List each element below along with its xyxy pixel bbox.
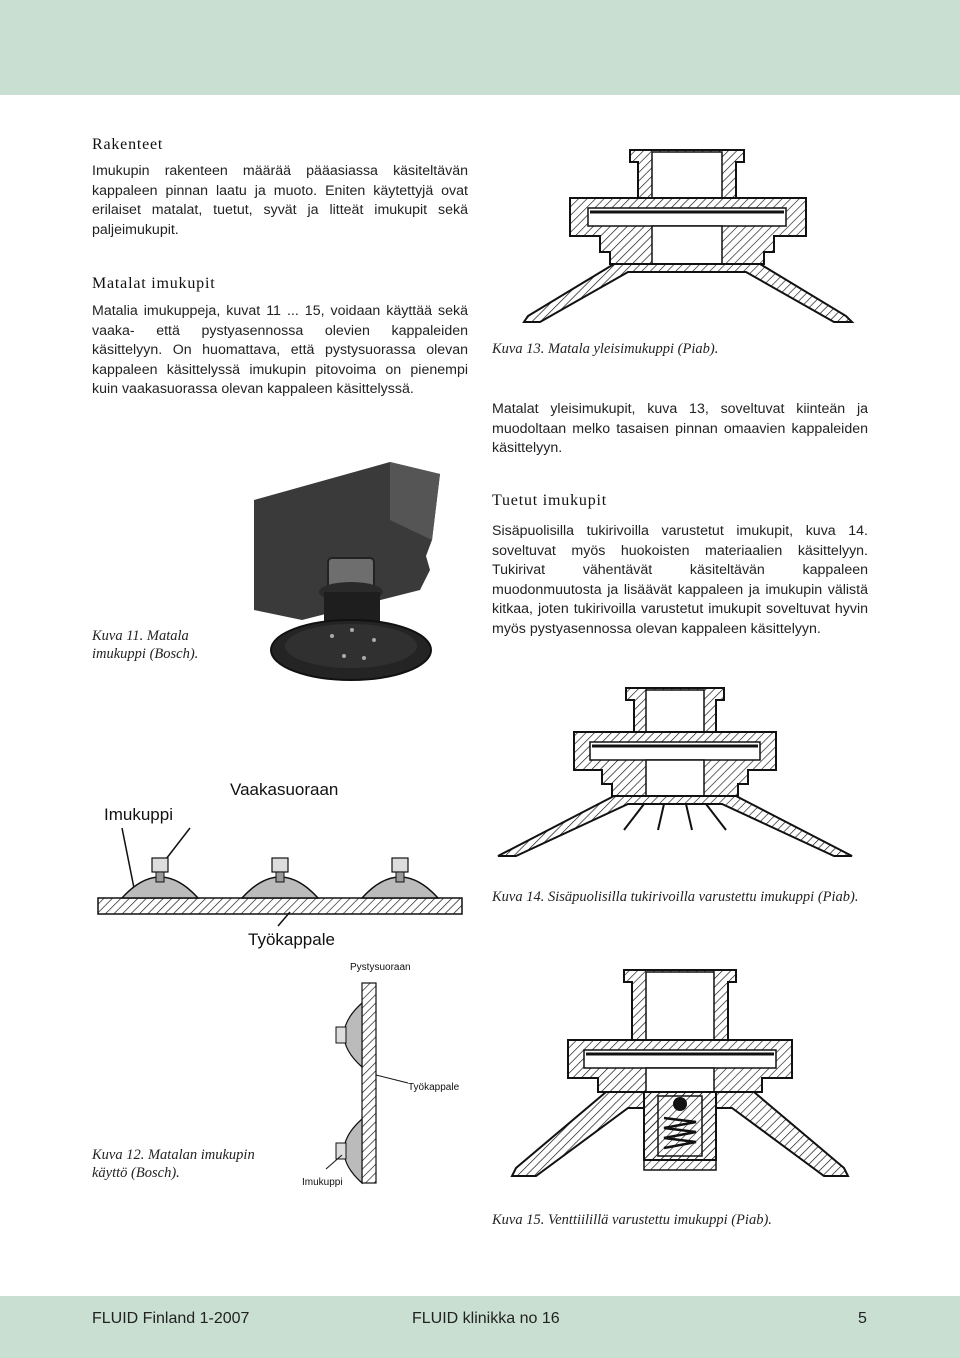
label-vaakasuoraan: Vaakasuoraan [230,780,339,799]
figure-kuva14 [494,680,856,870]
label-imukuppi-small: Imukuppi [302,1177,343,1188]
text-kuva13: Matalat yleisimukupit, kuva 13, soveltuvat kiinteän ja muodoltaan melko tasaisen pinnan omaavien kappaleiden käsittelyyn. [492,401,868,456]
caption-kuva14: Kuva 14. Sisäpuolisilla tukirivoilla varustettu imukuppi (Piab). [492,889,859,905]
figure-kuva12-vertical [296,955,468,1195]
heading-rakenteet: Rakenteet [92,136,164,153]
text-matalat: Matalia imukuppeja, kuvat 11 ... 15, voidaan käyttää sekä vaaka- että pystyasennossa olevien kappaleiden käsittelyyn. On huomattava, että pystysuorassa olevan kappaleen käsittelyssä imukupin pitovoima on pienempi kuin vaakasuorassa olevan kappaleen käsittelyssä. [92,303,468,397]
heading-tuetut: Tuetut imukupit [492,492,607,509]
header-band [0,0,960,95]
label-imukuppi: Imukuppi [104,805,173,824]
footer-section: FLUID klinikka no 16 [412,1310,560,1327]
figure-kuva15 [510,962,850,1194]
heading-matalat: Matalat imukupit [92,275,216,292]
caption-kuva13: Kuva 13. Matala yleisimukuppi (Piab). [492,341,719,357]
footer-page-number: 5 [858,1310,867,1327]
figure-kuva13 [518,140,860,330]
photo-kuva11 [240,460,445,695]
text-tuetut: Sisäpuolisilla tukirivoilla varustetut imukupit, kuva 14. soveltuvat myös huokoisten materiaalien käsittelyyn. Tukirivat vähentävät käsiteltävän kappaleen muodonmuutosta ja lisäävät kappaleen ja imukupin välistä kitkaa, joten tukirivoilla varustetut imukupit soveltuvat hyvin myös pystyasennossa olevan kappaleen käsittelyyn. [492,523,868,637]
label-tyokappale: Työkappale [248,930,335,949]
label-tyokappale-small: Työkappale [408,1082,460,1093]
label-pystysuoraan: Pystysuoraan [350,962,411,973]
caption-kuva11: Kuva 11. Matala imukuppi (Bosch). [92,628,199,662]
footer-magazine: FLUID Finland 1-2007 [92,1310,250,1327]
figure-kuva12-horizontal [94,772,466,950]
text-rakenteet: Imukupin rakenteen määrää pääasiassa käsiteltävän kappaleen pinnan laatu ja muoto. Eniten käytettyjä ovat erilaiset matalat, tuetut, syvät ja litteät imukupit sekä paljeimukupit. [92,163,468,238]
caption-kuva15: Kuva 15. Venttiilillä varustettu imukuppi (Piab). [492,1212,772,1228]
caption-kuva12: Kuva 12. Matalan imukupin käyttö (Bosch). [92,1147,255,1181]
